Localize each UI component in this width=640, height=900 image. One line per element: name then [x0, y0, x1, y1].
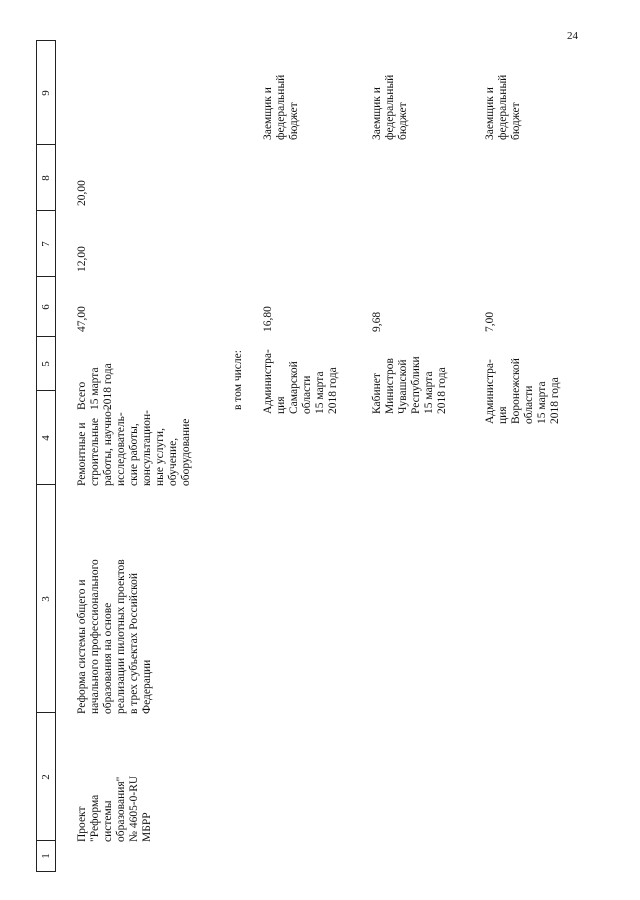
project-total-col6: 47,00: [76, 306, 88, 332]
row-2-executor: Кабинет Министров Чувашской Республики 15 марта 2018 года: [371, 356, 448, 414]
row-2-amount: 9,68: [371, 311, 383, 332]
header-col-4: 4: [37, 390, 55, 485]
header-col-5: 5: [37, 336, 55, 391]
row-1-source: Заемщик и федеральный бюджет: [262, 74, 300, 140]
header-col-2: 2: [37, 712, 55, 841]
column-number-header-row: [36, 40, 56, 872]
header-col-6: 6: [37, 276, 55, 337]
header-col-8: 8: [37, 144, 55, 211]
header-col-9: 9: [40, 90, 52, 96]
row-1-executor: Администра- ция Самарской области 15 марта 2018 года: [262, 349, 339, 414]
row-3-executor: Администра- ция Воронежской области 15 марта 2018 года: [484, 358, 561, 424]
project-works: Ремонтные и строительные работы, научно- исследователь- ские работы, консультацион- ные услуги, обучение, оборудование: [76, 407, 192, 486]
header-col-3: 3: [37, 484, 55, 713]
page-number: 24: [567, 30, 578, 42]
project-description: Реформа системы общего и начального профессионального образования на основе реализации пилотных проектов в трех субъектах Российской Федерации: [76, 559, 153, 714]
project-total-col8: 20,00: [76, 180, 88, 206]
row-1-amount: 16,80: [262, 306, 274, 332]
header-col-7: 7: [37, 210, 55, 277]
header-col-1: 1: [37, 840, 55, 871]
row-3-amount: 7,00: [484, 311, 496, 332]
project-total-col7: 12,00: [76, 246, 88, 272]
row-2-source: Заемщик и федеральный бюджет: [371, 74, 409, 140]
row-3-source: Заемщик и федеральный бюджет: [484, 74, 522, 140]
including-label: в том числе:: [232, 350, 244, 410]
project-total-label: Всего 15 марта 2018 года: [76, 363, 114, 410]
project-name: Проект "Реформа системы образования" № 4605-0-RU МБРР: [76, 775, 153, 842]
landscape-table: [36, 40, 584, 872]
